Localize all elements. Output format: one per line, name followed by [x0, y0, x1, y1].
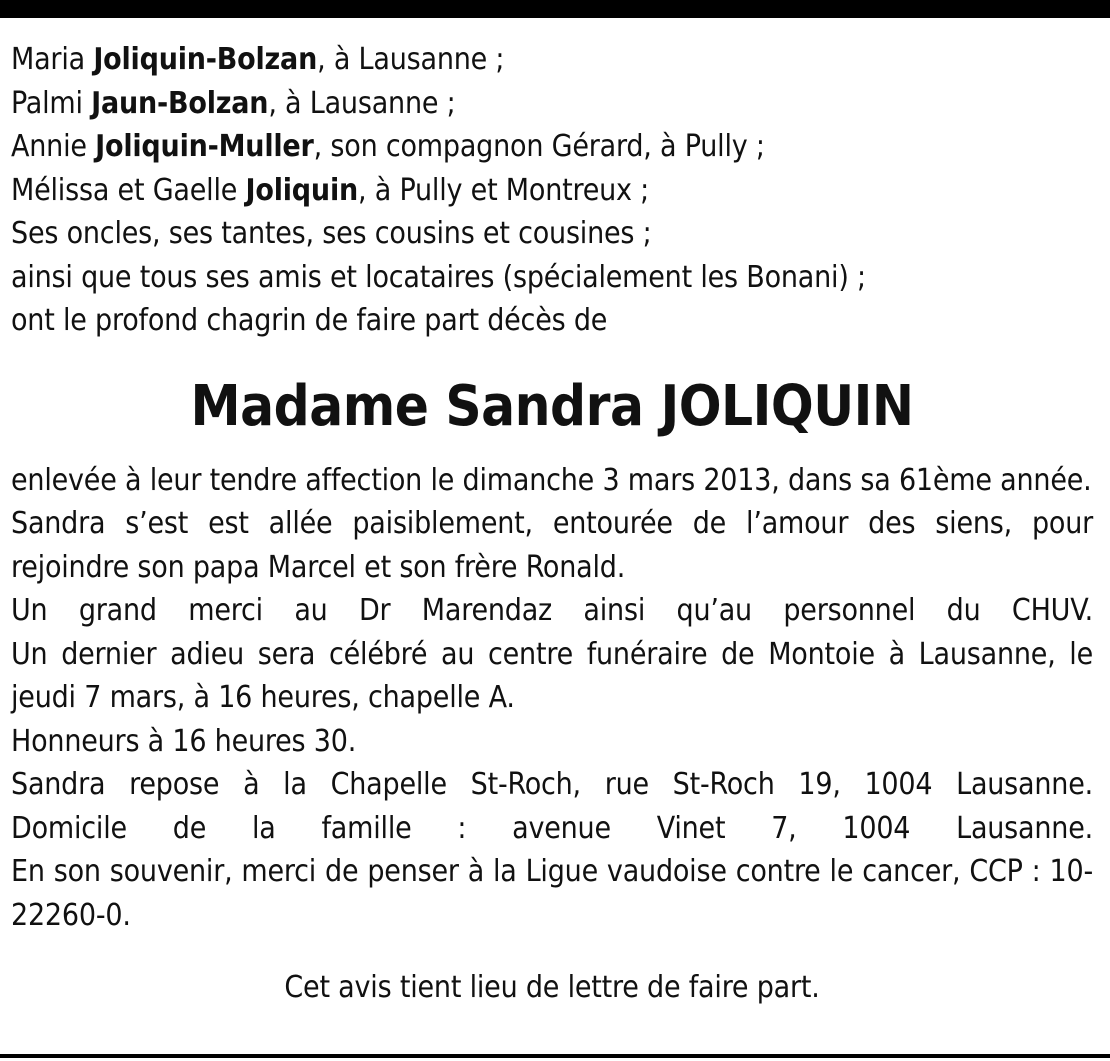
closing-line: Cet avis tient lieu de lettre de faire part. [284, 970, 820, 1005]
announcement-line: ont le profond chagrin de faire part décès de [11, 303, 608, 338]
relatives-line: ainsi que tous ses amis et locataires (spécialement les Bonani) ; [11, 259, 866, 295]
top-border-rule [0, 0, 1110, 18]
paragraph-farewell: Un dernier adieu sera célébré au centre funéraire de Montoie à Lausanne, le jeudi 7 mars, à 16 heures, chapelle A. [11, 636, 1093, 715]
paragraph-honours: Honneurs à 16 heures 30. [11, 723, 357, 759]
paragraph-resting-place: Sandra repose à la Chapelle St-Roch, rue St-Roch 19, 1004 Lausanne. [11, 767, 1093, 802]
family-surname: Jaun-Bolzan [91, 85, 269, 121]
notice-body [11, 459, 1093, 938]
paragraph-death-date: enlevée à leur tendre affection le dimanche 3 mars 2013, dans sa 61ème année. [11, 462, 1092, 498]
paragraph-family-address: Domicile de la famille : avenue Vinet 7, 1004 Lausanne. [11, 810, 1093, 846]
family-member-line: Palmi Jaun-Bolzan, à Lausanne ; [11, 85, 456, 121]
deceased-name: Madame Sandra JOLIQUIN [190, 373, 914, 439]
bottom-border-rule [0, 1054, 1110, 1058]
family-member-line: Annie Joliquin-Muller, son compagnon Gérard, à Pully ; [11, 129, 765, 164]
paragraph-passing: Sandra s’est est allée paisiblement, entourée de l’amour des siens, pour rejoindre son papa Marcel et son frère Ronald. [11, 506, 1093, 585]
family-surname: Joliquin [245, 172, 359, 208]
family-member-line: Maria Joliquin-Bolzan, à Lausanne ; [11, 42, 505, 77]
family-surname: Joliquin-Muller [95, 129, 314, 164]
obituary-notice [11, 38, 1093, 1010]
family-list [11, 38, 1093, 343]
family-member-line: Mélissa et Gaelle Joliquin, à Pully et Montreux ; [11, 172, 650, 208]
paragraph-thanks: Un grand merci au Dr Marendaz ainsi qu’au personnel du CHUV. [11, 593, 1093, 628]
relatives-line: Ses oncles, ses tantes, ses cousins et cousines ; [11, 216, 652, 251]
paragraph-donation: En son souvenir, merci de penser à la Ligue vaudoise contre le cancer, CCP : 10-22260-0. [11, 854, 1093, 933]
family-surname: Joliquin-Bolzan [93, 42, 318, 77]
